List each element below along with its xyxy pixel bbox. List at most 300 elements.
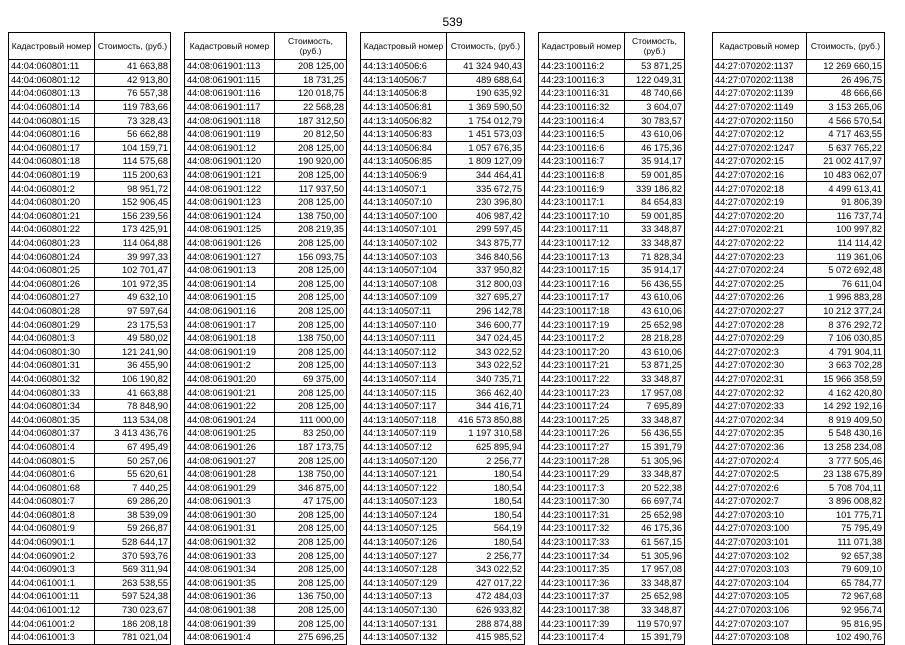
cadastral-number: 44:13:140507:131 xyxy=(361,617,447,631)
table-row xyxy=(361,87,525,101)
cadastral-number: 44:08:061901:29 xyxy=(185,481,275,495)
cost-value: 79 609,10 xyxy=(807,562,885,576)
table-row xyxy=(9,155,171,169)
cadastral-number: 44:27:070202:3 xyxy=(713,345,807,359)
table-row xyxy=(9,195,171,209)
table-row xyxy=(361,359,525,373)
cost-value: 55 620,61 xyxy=(95,467,171,481)
cost-value: 33 348,87 xyxy=(625,372,685,386)
cadastral-number: 44:04:060801:19 xyxy=(9,168,95,182)
table-row xyxy=(185,454,347,468)
cost-value: 117 937,50 xyxy=(275,182,347,196)
cadastral-number: 44:04:060801:6 xyxy=(9,467,95,481)
table-row xyxy=(9,549,171,563)
cadastral-number: 44:27:070203:104 xyxy=(713,576,807,590)
table-row xyxy=(185,495,347,509)
cost-value: 339 186,82 xyxy=(625,182,685,196)
cadastral-number: 44:08:061901:2 xyxy=(185,359,275,373)
cadastral-number: 44:27:070202:1150 xyxy=(713,114,807,128)
cadastral-number: 44:04:060801:8 xyxy=(9,508,95,522)
cost-value: 101 972,35 xyxy=(95,277,171,291)
cost-value: 208 125,00 xyxy=(275,195,347,209)
table-row xyxy=(9,413,171,427)
cost-value: 122 049,31 xyxy=(625,73,685,87)
table-row xyxy=(185,195,347,209)
cost-value: 4 499 613,41 xyxy=(807,182,885,196)
cost-value: 36 455,90 xyxy=(95,359,171,373)
cost-value: 208 219,35 xyxy=(275,223,347,237)
table-row xyxy=(185,427,347,441)
table-row xyxy=(713,386,885,400)
table-row xyxy=(713,495,885,509)
cadastral-number: 44:27:070202:29 xyxy=(713,331,807,345)
table-row xyxy=(361,440,525,454)
table-row xyxy=(9,562,171,576)
cadastral-number: 44:04:060801:2 xyxy=(9,182,95,196)
table-row xyxy=(713,182,885,196)
cost-value: 138 750,00 xyxy=(275,209,347,223)
cost-value: 59 266,87 xyxy=(95,522,171,536)
table-row xyxy=(713,331,885,345)
cost-value: 180,54 xyxy=(447,467,525,481)
cost-value: 180,54 xyxy=(447,535,525,549)
table-row xyxy=(361,195,525,209)
table-row xyxy=(713,60,885,74)
cost-value: 208 125,00 xyxy=(275,386,347,400)
cadastral-number: 44:04:061001:12 xyxy=(9,603,95,617)
cadastral-number: 44:08:061901:28 xyxy=(185,467,275,481)
cadastral-number: 44:13:140507:113 xyxy=(361,359,447,373)
table-row xyxy=(9,60,171,74)
table-row xyxy=(713,603,885,617)
cadastral-number: 44:27:070202:35 xyxy=(713,427,807,441)
cadastral-number: 44:23:100116:4 xyxy=(539,114,625,128)
cadastral-number: 44:13:140506:85 xyxy=(361,155,447,169)
cadastral-number: 44:27:070202:34 xyxy=(713,413,807,427)
cadastral-number: 44:04:060801:25 xyxy=(9,263,95,277)
cost-value: 17 957,08 xyxy=(625,386,685,400)
cadastral-number: 44:04:060801:18 xyxy=(9,155,95,169)
cost-value: 65 784,77 xyxy=(807,576,885,590)
cadastral-number: 44:23:100117:10 xyxy=(539,209,625,223)
cost-value: 3 777 505,46 xyxy=(807,454,885,468)
table-row xyxy=(361,209,525,223)
cost-value: 4 717 463,55 xyxy=(807,127,885,141)
cadastral-table xyxy=(712,32,885,645)
table-row xyxy=(9,359,171,373)
table-row xyxy=(185,359,347,373)
cadastral-number: 44:27:070202:12 xyxy=(713,127,807,141)
cadastral-number: 44:13:140507:118 xyxy=(361,413,447,427)
cadastral-number: 44:23:100117:39 xyxy=(539,617,625,631)
table-row xyxy=(713,141,885,155)
table-row xyxy=(185,467,347,481)
cadastral-number: 44:23:100116:7 xyxy=(539,155,625,169)
cadastral-number: 44:04:060801:24 xyxy=(9,250,95,264)
header-code: Кадастровый номер xyxy=(539,33,625,60)
cost-value: 33 348,87 xyxy=(625,576,685,590)
cost-value: 48 666,66 xyxy=(807,87,885,101)
cost-value: 98 951,72 xyxy=(95,182,171,196)
cost-value: 344 464,41 xyxy=(447,168,525,182)
cadastral-number: 44:13:140506:8 xyxy=(361,87,447,101)
cadastral-number: 44:04:060801:37 xyxy=(9,427,95,441)
cadastral-number: 44:13:140507:114 xyxy=(361,372,447,386)
cadastral-number: 44:23:100117:31 xyxy=(539,508,625,522)
cadastral-number: 44:13:140507:101 xyxy=(361,223,447,237)
cost-value: 119 570,97 xyxy=(625,617,685,631)
table-row xyxy=(185,549,347,563)
cost-value: 4 566 570,54 xyxy=(807,114,885,128)
table-row xyxy=(185,236,347,250)
table-row xyxy=(361,630,525,644)
table-row xyxy=(185,114,347,128)
cadastral-number: 44:13:140506:9 xyxy=(361,168,447,182)
cost-value: 111 000,00 xyxy=(275,413,347,427)
cost-value: 208 125,00 xyxy=(275,399,347,413)
cost-value: 327 695,27 xyxy=(447,291,525,305)
table-row xyxy=(361,182,525,196)
cadastral-number: 44:13:140507:127 xyxy=(361,549,447,563)
cost-value: 5 548 430,16 xyxy=(807,427,885,441)
cost-value: 180,54 xyxy=(447,508,525,522)
cost-value: 156 093,75 xyxy=(275,250,347,264)
cost-value: 114 575,68 xyxy=(95,155,171,169)
cost-value: 33 348,87 xyxy=(625,236,685,250)
table-row xyxy=(713,467,885,481)
cost-value: 15 391,79 xyxy=(625,630,685,644)
header-code: Кадастровый номер xyxy=(361,33,447,60)
cadastral-number: 44:13:140506:83 xyxy=(361,127,447,141)
cadastral-number: 44:27:070202:6 xyxy=(713,481,807,495)
cost-value: 35 914,17 xyxy=(625,155,685,169)
cadastral-number: 44:04:060801:5 xyxy=(9,454,95,468)
table-row xyxy=(539,630,685,644)
cadastral-number: 44:23:100116:6 xyxy=(539,141,625,155)
table-row xyxy=(9,576,171,590)
cadastral-number: 44:27:070202:1138 xyxy=(713,73,807,87)
cost-value: 1 809 127,09 xyxy=(447,155,525,169)
cadastral-number: 44:08:061901:124 xyxy=(185,209,275,223)
table-row xyxy=(9,304,171,318)
cost-value: 113 534,08 xyxy=(95,413,171,427)
cost-value: 51 305,96 xyxy=(625,454,685,468)
cadastral-number: 44:08:061901:18 xyxy=(185,331,275,345)
cadastral-number: 44:04:060801:17 xyxy=(9,141,95,155)
table-row xyxy=(539,87,685,101)
cadastral-number: 44:27:070202:25 xyxy=(713,277,807,291)
cadastral-number: 44:27:070203:107 xyxy=(713,617,807,631)
cost-value: 3 153 265,06 xyxy=(807,100,885,114)
cadastral-number: 44:04:060801:11 xyxy=(9,60,95,74)
cost-value: 46 175,36 xyxy=(625,522,685,536)
cadastral-number: 44:23:100117:22 xyxy=(539,372,625,386)
cost-value: 173 425,91 xyxy=(95,223,171,237)
table-row xyxy=(539,168,685,182)
table-row xyxy=(713,223,885,237)
cost-value: 41 324 940,43 xyxy=(447,60,525,74)
cost-value: 208 125,00 xyxy=(275,291,347,305)
cadastral-number: 44:13:140507:102 xyxy=(361,236,447,250)
table-row xyxy=(9,345,171,359)
cadastral-number: 44:13:140507:100 xyxy=(361,209,447,223)
header-value: Стоимость, (руб.) xyxy=(447,33,525,60)
cost-value: 1 057 676,35 xyxy=(447,141,525,155)
cost-value: 49 580,02 xyxy=(95,331,171,345)
cadastral-number: 44:08:061901:123 xyxy=(185,195,275,209)
table-row xyxy=(185,182,347,196)
table-row xyxy=(539,223,685,237)
cadastral-number: 44:23:100117:38 xyxy=(539,603,625,617)
cadastral-number: 44:27:070202:15 xyxy=(713,155,807,169)
cadastral-number: 44:23:100117:15 xyxy=(539,263,625,277)
table-row xyxy=(361,236,525,250)
table-row xyxy=(361,576,525,590)
cadastral-number: 44:13:140507:129 xyxy=(361,576,447,590)
cost-value: 208 125,00 xyxy=(275,304,347,318)
header-code: Кадастровый номер xyxy=(9,33,95,60)
cadastral-number: 44:27:070203:100 xyxy=(713,522,807,536)
cadastral-number: 44:23:100117:30 xyxy=(539,495,625,509)
cadastral-number: 44:23:100116:8 xyxy=(539,168,625,182)
table-row xyxy=(9,291,171,305)
cadastral-number: 44:13:140507:112 xyxy=(361,345,447,359)
cadastral-number: 44:08:061901:125 xyxy=(185,223,275,237)
cost-value: 75 795,49 xyxy=(807,522,885,536)
table-row xyxy=(539,549,685,563)
cadastral-number: 44:08:061901:38 xyxy=(185,603,275,617)
cost-value: 92 657,38 xyxy=(807,549,885,563)
cost-value: 263 538,55 xyxy=(95,576,171,590)
cadastral-number: 44:08:061901:15 xyxy=(185,291,275,305)
cost-value: 10 483 062,07 xyxy=(807,168,885,182)
table-row xyxy=(9,440,171,454)
table-row xyxy=(539,522,685,536)
table-row xyxy=(713,590,885,604)
cost-value: 114 064,88 xyxy=(95,236,171,250)
table-row xyxy=(9,590,171,604)
table-row xyxy=(9,481,171,495)
cadastral-number: 44:13:140507:12 xyxy=(361,440,447,454)
table-row xyxy=(713,508,885,522)
cost-value: 10 212 377,24 xyxy=(807,304,885,318)
cost-value: 12 269 660,15 xyxy=(807,60,885,74)
cost-value: 528 644,17 xyxy=(95,535,171,549)
cost-value: 41 663,88 xyxy=(95,386,171,400)
cost-value: 66 697,74 xyxy=(625,495,685,509)
cadastral-number: 44:08:061901:25 xyxy=(185,427,275,441)
cadastral-number: 44:27:070202:28 xyxy=(713,318,807,332)
cost-value: 208 125,00 xyxy=(275,359,347,373)
cost-value: 61 567,15 xyxy=(625,535,685,549)
cadastral-number: 44:08:061901:36 xyxy=(185,590,275,604)
table-row xyxy=(185,250,347,264)
cadastral-number: 44:23:100116:5 xyxy=(539,127,625,141)
cost-value: 337 950,82 xyxy=(447,263,525,277)
cost-value: 340 735,71 xyxy=(447,372,525,386)
cost-value: 208 125,00 xyxy=(275,576,347,590)
table-row xyxy=(539,454,685,468)
cost-value: 56 436,55 xyxy=(625,277,685,291)
table-row xyxy=(9,522,171,536)
table-row xyxy=(361,250,525,264)
cost-value: 71 828,34 xyxy=(625,250,685,264)
table-row xyxy=(9,508,171,522)
table-row xyxy=(713,114,885,128)
table-row xyxy=(361,223,525,237)
cadastral-number: 44:13:140507:1 xyxy=(361,182,447,196)
cadastral-number: 44:04:060801:3 xyxy=(9,331,95,345)
cadastral-number: 44:27:070202:36 xyxy=(713,440,807,454)
cost-value: 28 218,28 xyxy=(625,331,685,345)
table-row xyxy=(539,291,685,305)
table-row xyxy=(9,630,171,644)
cadastral-number: 44:23:100117:18 xyxy=(539,304,625,318)
table-column-1 xyxy=(8,32,171,645)
table-row xyxy=(713,263,885,277)
cadastral-number: 44:13:140507:111 xyxy=(361,331,447,345)
cadastral-number: 44:13:140507:103 xyxy=(361,250,447,264)
cadastral-number: 44:27:070202:1137 xyxy=(713,60,807,74)
cost-value: 156 239,56 xyxy=(95,209,171,223)
cadastral-number: 44:13:140507:123 xyxy=(361,495,447,509)
cost-value: 208 125,00 xyxy=(275,617,347,631)
table-row xyxy=(361,617,525,631)
cost-value: 7 695,89 xyxy=(625,399,685,413)
cadastral-number: 44:13:140506:7 xyxy=(361,73,447,87)
table-row xyxy=(539,263,685,277)
cost-value: 208 125,00 xyxy=(275,277,347,291)
cadastral-number: 44:08:061901:122 xyxy=(185,182,275,196)
cadastral-number: 44:13:140506:82 xyxy=(361,114,447,128)
cadastral-number: 44:27:070202:5 xyxy=(713,467,807,481)
cost-value: 13 258 234,08 xyxy=(807,440,885,454)
table-row xyxy=(185,603,347,617)
cost-value: 138 750,00 xyxy=(275,467,347,481)
cadastral-number: 44:08:061901:34 xyxy=(185,562,275,576)
cadastral-number: 44:23:100117:19 xyxy=(539,318,625,332)
header-value: Стоимость, (руб.) xyxy=(807,33,885,60)
cost-value: 299 597,45 xyxy=(447,223,525,237)
table-row xyxy=(539,372,685,386)
cadastral-number: 44:27:070202:23 xyxy=(713,250,807,264)
cadastral-number: 44:08:061901:4 xyxy=(185,630,275,644)
page-number: 539 xyxy=(442,15,463,29)
table-row xyxy=(713,399,885,413)
cadastral-table xyxy=(184,32,347,645)
cost-value: 187 173,75 xyxy=(275,440,347,454)
table-row xyxy=(539,481,685,495)
cadastral-number: 44:23:100116:2 xyxy=(539,60,625,74)
table-row xyxy=(539,495,685,509)
table-row xyxy=(539,386,685,400)
cadastral-number: 44:08:061901:19 xyxy=(185,345,275,359)
cost-value: 41 663,88 xyxy=(95,60,171,74)
table-row xyxy=(9,141,171,155)
table-row xyxy=(539,304,685,318)
cadastral-number: 44:27:070202:24 xyxy=(713,263,807,277)
cost-value: 43 610,06 xyxy=(625,304,685,318)
cost-value: 69 286,20 xyxy=(95,495,171,509)
cadastral-number: 44:23:100117:28 xyxy=(539,454,625,468)
table-row xyxy=(361,345,525,359)
cost-value: 1 369 590,50 xyxy=(447,100,525,114)
cost-value: 208 125,00 xyxy=(275,549,347,563)
cost-value: 33 348,87 xyxy=(625,603,685,617)
cost-value: 335 672,75 xyxy=(447,182,525,196)
table-row xyxy=(539,209,685,223)
cadastral-number: 44:08:061901:16 xyxy=(185,304,275,318)
table-column-3 xyxy=(360,32,525,645)
cost-value: 208 125,00 xyxy=(275,603,347,617)
table-row xyxy=(9,427,171,441)
table-row xyxy=(539,127,685,141)
cadastral-number: 44:13:140507:108 xyxy=(361,277,447,291)
table-row xyxy=(9,372,171,386)
table-row xyxy=(185,508,347,522)
cadastral-number: 44:13:140507:115 xyxy=(361,386,447,400)
table-row xyxy=(361,481,525,495)
table-row xyxy=(9,87,171,101)
table-row xyxy=(713,127,885,141)
cadastral-number: 44:08:061901:33 xyxy=(185,549,275,563)
header-value: Стоимость, (руб.) xyxy=(625,33,685,60)
cadastral-number: 44:23:100117:21 xyxy=(539,359,625,373)
cadastral-table xyxy=(8,32,171,645)
table-row xyxy=(9,236,171,250)
cadastral-number: 44:23:100117:35 xyxy=(539,562,625,576)
table-row xyxy=(713,562,885,576)
table-row xyxy=(9,331,171,345)
cost-value: 152 906,45 xyxy=(95,195,171,209)
cost-value: 49 632,10 xyxy=(95,291,171,305)
cadastral-number: 44:23:100117:34 xyxy=(539,549,625,563)
cost-value: 138 750,00 xyxy=(275,331,347,345)
cadastral-number: 44:23:100116:32 xyxy=(539,100,625,114)
cost-value: 25 652,98 xyxy=(625,590,685,604)
cadastral-number: 44:23:100117:4 xyxy=(539,630,625,644)
cadastral-number: 44:27:070202:7 xyxy=(713,495,807,509)
cadastral-number: 44:13:140506:81 xyxy=(361,100,447,114)
cost-value: 7 106 030,85 xyxy=(807,331,885,345)
cadastral-number: 44:08:061901:32 xyxy=(185,535,275,549)
table-row xyxy=(185,576,347,590)
cadastral-number: 44:04:061001:3 xyxy=(9,630,95,644)
cadastral-number: 44:04:060901:2 xyxy=(9,549,95,563)
table-row xyxy=(361,549,525,563)
table-row xyxy=(9,495,171,509)
cadastral-number: 44:27:070202:21 xyxy=(713,223,807,237)
table-row xyxy=(185,100,347,114)
cost-value: 121 241,90 xyxy=(95,345,171,359)
cadastral-number: 44:13:140507:128 xyxy=(361,562,447,576)
table-row xyxy=(713,291,885,305)
table-row xyxy=(185,562,347,576)
table-row xyxy=(361,386,525,400)
cadastral-number: 44:04:060801:32 xyxy=(9,372,95,386)
table-row xyxy=(539,440,685,454)
cost-value: 208 125,00 xyxy=(275,141,347,155)
cost-value: 78 848,90 xyxy=(95,399,171,413)
cost-value: 4 162 420,80 xyxy=(807,386,885,400)
cost-value: 208 125,00 xyxy=(275,345,347,359)
cadastral-number: 44:13:140506:6 xyxy=(361,60,447,74)
cadastral-number: 44:08:061901:31 xyxy=(185,522,275,536)
cost-value: 347 024,45 xyxy=(447,331,525,345)
table-row xyxy=(361,590,525,604)
cadastral-number: 44:04:060801:23 xyxy=(9,236,95,250)
cost-value: 119 783,66 xyxy=(95,100,171,114)
